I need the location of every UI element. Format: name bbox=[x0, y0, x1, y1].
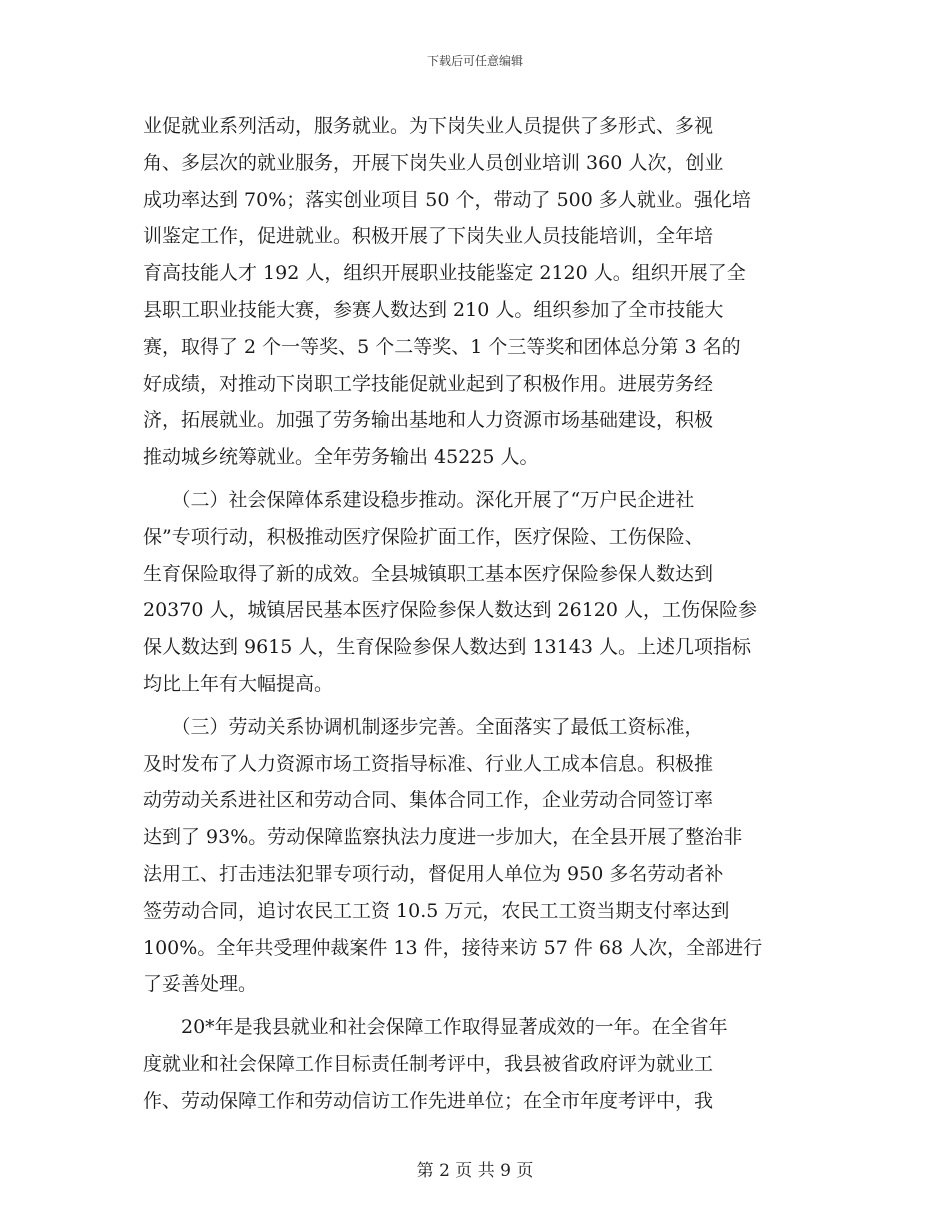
text-line: 法用工、打击违法犯罪专项行动，督促用人单位为 950 多名劳动者补 bbox=[143, 862, 724, 885]
text-line: 赛，取得了 2 个一等奖、5 个二等奖、1 个三等奖和团体总分第 3 名的 bbox=[143, 335, 741, 358]
text-line: 济，拓展就业。加强了劳务输出基地和人力资源市场基础建设，积极 bbox=[143, 409, 714, 432]
text-line: 20*年是我县就业和社会保障工作取得显著成效的一年。在全省年 bbox=[143, 1016, 728, 1039]
text-line: 好成绩，对推动下岗职工学技能促就业起到了积极作用。进展劳务经 bbox=[143, 372, 714, 395]
text-line: 县职工职业技能大赛，参赛人数达到 210 人。组织参加了全市技能大 bbox=[143, 298, 724, 321]
paragraph bbox=[143, 482, 803, 703]
text-line: 保人数达到 9615 人，生育保险参保人数达到 13143 人。上述几项指标 bbox=[143, 636, 751, 659]
text-line: 保”专项行动，积极推动医疗保险扩面工作，医疗保险、工伤保险、 bbox=[143, 525, 704, 548]
text-line: 100%。全年共受理仲裁案件 13 件，接待来访 57 件 68 人次，全部进行 bbox=[143, 936, 763, 959]
text-line: 了妥善处理。 bbox=[143, 973, 258, 996]
page-header-note: 下载后可任意编辑 bbox=[426, 54, 523, 68]
text-line: 度就业和社会保障工作目标责任制考评中，我县被省政府评为就业工 bbox=[143, 1052, 714, 1075]
page-number-footer: 第 2 页 共 9 页 bbox=[416, 1161, 534, 1181]
document-body bbox=[143, 108, 803, 1120]
text-line: 角、多层次的就业服务，开展下岗失业人员创业培训 360 人次，创业 bbox=[143, 151, 724, 174]
text-line: 均比上年有大幅提高。 bbox=[143, 672, 334, 695]
text-line: 推动城乡统筹就业。全年劳务输出 45225 人。 bbox=[143, 446, 539, 469]
text-line: 作、劳动保障工作和劳动信访工作先进单位；在全市年度考评中，我 bbox=[143, 1089, 714, 1112]
text-line: 训鉴定工作，促进就业。积极开展了下岗失业人员技能培训，全年培 bbox=[143, 225, 714, 248]
text-line: 签劳动合同，追讨农民工工资 10.5 万元，农民工工资当期支付率达到 bbox=[143, 899, 730, 922]
paragraph bbox=[143, 108, 803, 476]
text-line: 及时发布了人力资源市场工资指导标准、行业人工成本信息。积极推 bbox=[143, 752, 714, 775]
text-line: 20370 人，城镇居民基本医疗保险参保人数达到 26120 人，工伤保险参 bbox=[143, 599, 758, 622]
text-line: 育高技能人才 192 人，组织开展职业技能鉴定 2120 人。组织开展了全 bbox=[143, 262, 746, 285]
text-line: （二）社会保障体系建设稳步推动。深化开展了“万户民企进社 bbox=[143, 488, 695, 511]
text-line: 达到了 93%。劳动保障监察执法力度进一步加大，在全县开展了整治非 bbox=[143, 826, 743, 849]
text-line: （三）劳动关系协调机制逐步完善。全面落实了最低工资标准， bbox=[143, 715, 704, 738]
text-line: 业促就业系列活动，服务就业。为下岗失业人员提供了多形式、多视 bbox=[143, 115, 714, 137]
text-line: 动劳动关系进社区和劳动合同、集体合同工作，企业劳动合同签订率 bbox=[143, 789, 714, 812]
paragraph bbox=[143, 1009, 803, 1119]
paragraph bbox=[143, 709, 803, 1003]
text-line: 成功率达到 70%；落实创业项目 50 个，带动了 500 多人就业。强化培 bbox=[143, 188, 751, 211]
text-line: 生育保险取得了新的成效。全县城镇职工基本医疗保险参保人数达到 bbox=[143, 562, 714, 585]
